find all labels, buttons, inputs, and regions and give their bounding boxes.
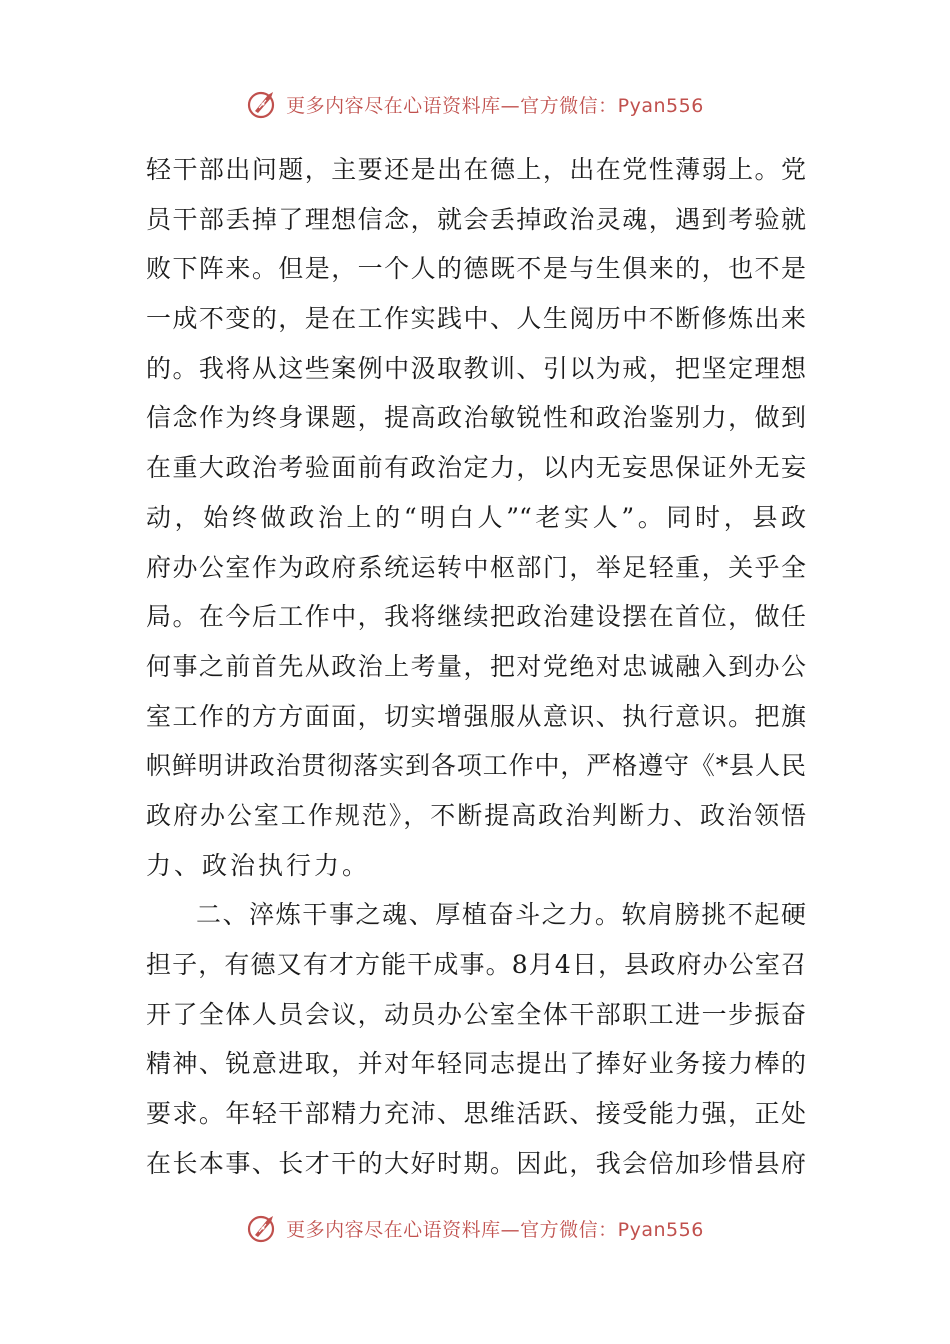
body-line: 要求。年轻干部精力充沛、思维活跃、接受能力强，正处 <box>146 1099 806 1129</box>
body-line: 府办公室作为政府系统运转中枢部门，举足轻重，关乎全 <box>146 552 806 582</box>
body-line: 一成不变的，是在工作实践中、人生阅历中不断修炼出来 <box>146 304 806 334</box>
header-watermark <box>0 84 950 124</box>
body-line: 政府办公室工作规范》，不断提高政治判断力、政治领悟 <box>146 800 806 830</box>
document-body <box>146 150 806 1193</box>
body-line: 帜鲜明讲政治贯彻落实到各项工作中，严格遵守《*县人民 <box>146 751 806 781</box>
body-line: 室工作的方方面面，切实增强服从意识、执行意识。把旗 <box>146 701 806 731</box>
body-line: 担子，有德又有才方能干成事。8月4日，县政府办公室召 <box>146 950 806 979</box>
body-line: 精神、锐意进取，并对年轻同志提出了捧好业务接力棒的 <box>146 1049 806 1079</box>
body-line: 何事之前首先从政治上考量，把对党绝对忠诚融入到办公 <box>146 651 806 681</box>
footer-watermark <box>0 1208 950 1248</box>
body-line: 开了全体人员会议，动员办公室全体干部职工进一步振奋 <box>146 999 806 1029</box>
body-line: 局。在今后工作中，我将继续把政治建设摆在首位，做任 <box>146 602 806 632</box>
body-line: 信念作为终身课题，提高政治敏锐性和政治鉴别力，做到 <box>146 403 806 433</box>
body-line-paragraph-start: 二、淬炼干事之魂、厚植奋斗之力。软肩膀挑不起硬 <box>196 900 806 930</box>
header-watermark-text: 更多内容尽在心语资料库—官方微信：Pyan556 <box>286 94 704 117</box>
footer-watermark-text: 更多内容尽在心语资料库—官方微信：Pyan556 <box>286 1218 704 1241</box>
body-line: 动，始终做政治上的“明白人”“老实人”。同时，县政 <box>146 502 806 532</box>
body-line: 员干部丢掉了理想信念，就会丢掉政治灵魂，遇到考验就 <box>146 204 806 234</box>
body-line-paragraph-end: 力、政治执行力。 <box>146 850 371 880</box>
pen-nib-circle-icon <box>246 1211 280 1245</box>
pen-nib-circle-icon <box>246 87 280 121</box>
body-line: 轻干部出问题，主要还是出在德上，出在党性薄弱上。党 <box>146 155 806 184</box>
body-line: 败下阵来。但是，一个人的德既不是与生俱来的，也不是 <box>146 254 806 284</box>
body-line: 在长本事、长才干的大好时期。因此，我会倍加珍惜县府 <box>146 1148 806 1178</box>
body-line: 的。我将从这些案例中汲取教训、引以为戒，把坚定理想 <box>146 353 806 383</box>
body-line: 在重大政治考验面前有政治定力，以内无妄思保证外无妄 <box>146 453 806 483</box>
